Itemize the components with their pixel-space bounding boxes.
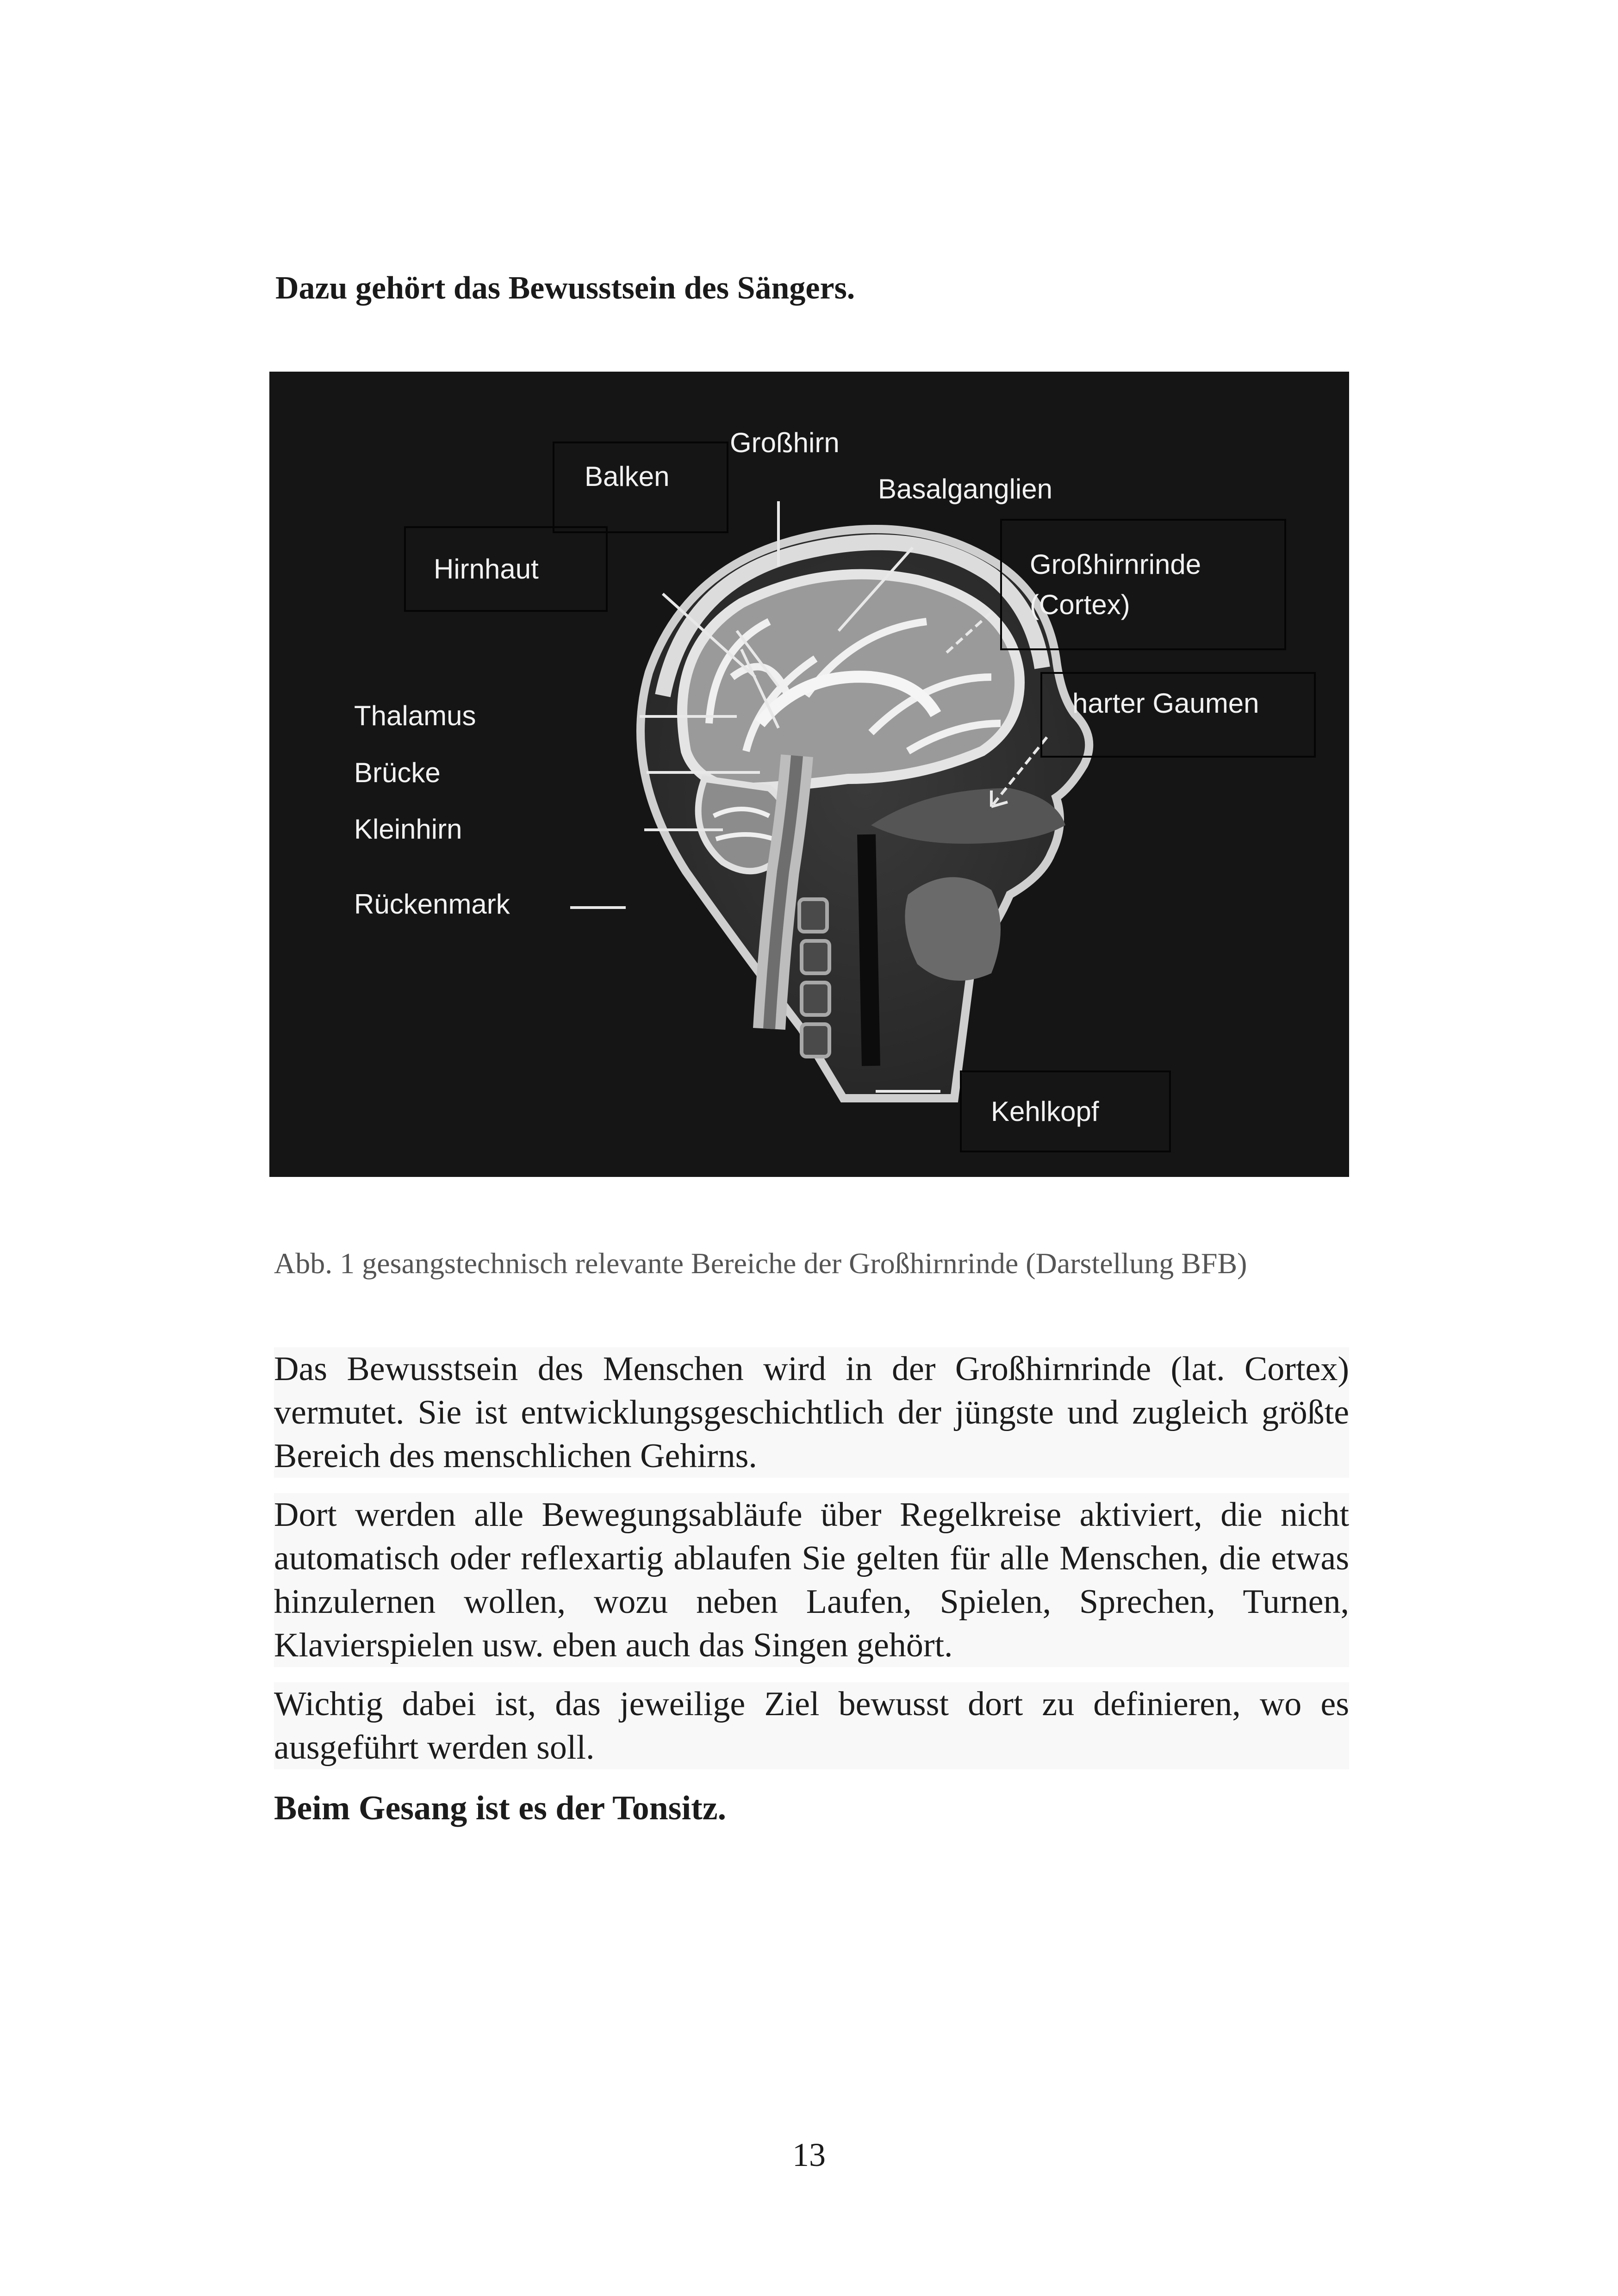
figure-caption: Abb. 1 gesangstechnisch relevante Bereiche der Großhirnrinde (Darstellung BFB)	[274, 1247, 1247, 1280]
label-kehlkopf: Kehlkopf	[960, 1070, 1171, 1152]
label-rueckenmark: Rückenmark	[354, 889, 510, 920]
label-harter-gaumen: harter Gaumen	[1040, 672, 1316, 758]
closing-statement: Beim Gesang ist es der Tonsitz.	[274, 1789, 727, 1827]
page-number: 13	[792, 2136, 826, 2173]
paragraph-1: Das Bewusstsein des Menschen wird in der Großhirnrinde (lat. Cortex) vermutet. Sie ist entwicklungsgeschichtlich der jüngste und zugleich größte Bereich des menschlichen Gehirns.	[274, 1347, 1349, 1478]
mri-figure	[269, 372, 1349, 1177]
label-bruecke: Brücke	[354, 757, 441, 788]
section-heading: Dazu gehört das Bewusstsein des Sängers.	[275, 270, 855, 306]
paragraph-3: Wichtig dabei ist, das jeweilige Ziel bewusst dort zu definieren, wo es ausgeführt werden soll.	[274, 1682, 1349, 1769]
label-basalganglien: Basalganglien	[878, 473, 1052, 504]
label-grosshirn: Großhirn	[730, 427, 840, 458]
label-kleinhirn: Kleinhirn	[354, 814, 462, 845]
label-thalamus: Thalamus	[354, 700, 476, 731]
label-grosshirnrinde: Großhirnrinde (Cortex)	[1000, 519, 1286, 650]
paragraph-2: Dort werden alle Bewegungsabläufe über Regelkreise aktiviert, die nicht automatisch oder reflexartig ablaufen Sie gelten für alle Menschen, die etwas hinzulernen wollen, wozu neben Laufen, Spielen, Sprechen, Turnen, Klavierspielen usw. eben auch das Singen gehört.	[274, 1493, 1349, 1667]
label-hirnhaut: Hirnhaut	[404, 526, 608, 612]
label-balken: Balken	[553, 442, 728, 533]
